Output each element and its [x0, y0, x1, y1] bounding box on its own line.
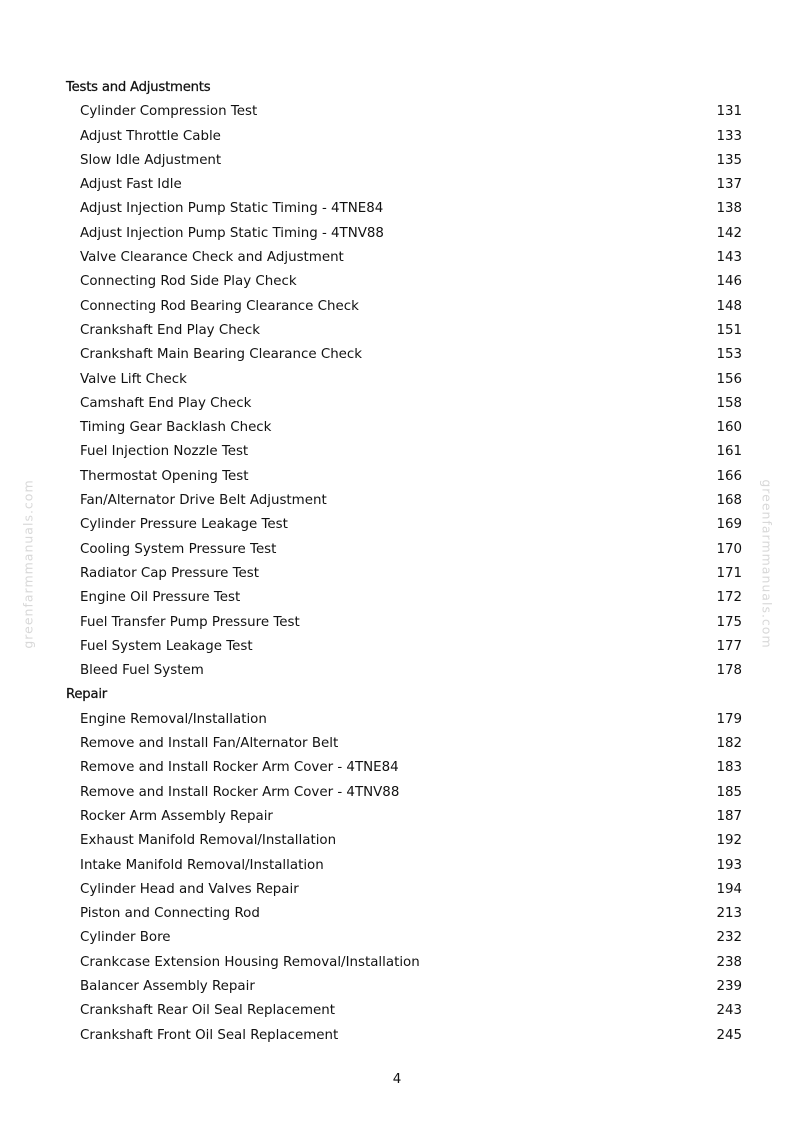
toc-entry-title: Cylinder Bore — [80, 930, 171, 946]
toc-entry-page-number: 161 — [716, 444, 742, 460]
toc-entry-title: Remove and Install Rocker Arm Cover - 4TNE84 — [80, 760, 399, 776]
toc-entry-page-number: 168 — [716, 493, 742, 509]
toc-entry-title: Connecting Rod Bearing Clearance Check — [80, 298, 359, 314]
toc-entry[interactable] — [0, 100, 794, 124]
toc-entry-page-number: 232 — [716, 930, 742, 946]
toc-entry-page-number: 193 — [716, 857, 742, 873]
toc-entry-title: Cooling System Pressure Test — [80, 541, 277, 557]
toc-entry-page-number: 182 — [716, 736, 742, 752]
toc-entry-title: Timing Gear Backlash Check — [80, 420, 272, 436]
toc-entry-title: Fuel Transfer Pump Pressure Test — [80, 614, 300, 630]
toc-entry-title: Valve Clearance Check and Adjustment — [80, 250, 344, 266]
toc-entry-page-number: 169 — [716, 517, 742, 533]
toc-entry-title: Remove and Install Fan/Alternator Belt — [80, 736, 339, 752]
toc-entry[interactable] — [0, 173, 794, 197]
toc-entry-title: Fuel Injection Nozzle Test — [80, 444, 249, 460]
toc-entry-page-number: 185 — [716, 784, 742, 800]
toc-entry[interactable] — [0, 392, 794, 416]
toc-entry-title: Adjust Throttle Cable — [80, 128, 221, 144]
toc-entry-title: Connecting Rod Side Play Check — [80, 274, 297, 290]
toc-entry-title: Intake Manifold Removal/Installation — [80, 857, 324, 873]
toc-entry-page-number: 166 — [716, 468, 742, 484]
toc-entry[interactable] — [0, 732, 794, 756]
section-heading: Tests and Adjustments — [66, 80, 211, 95]
toc-entry-title: Crankshaft End Play Check — [80, 322, 261, 338]
toc-entry[interactable] — [0, 149, 794, 173]
toc-entry-page-number: 239 — [716, 978, 742, 994]
toc-entry[interactable] — [0, 708, 794, 732]
toc-entry-title: Valve Lift Check — [80, 371, 187, 387]
toc-entry-title: Thermostat Opening Test — [80, 468, 249, 484]
toc-entry-page-number: 175 — [716, 614, 742, 630]
watermark-text: greenfarmmanuals.com — [759, 479, 775, 649]
toc-entry[interactable] — [0, 781, 794, 805]
toc-entry[interactable] — [0, 878, 794, 902]
toc-entry[interactable] — [0, 926, 794, 950]
toc-entry[interactable] — [0, 635, 794, 659]
toc-entry-page-number: 131 — [716, 104, 742, 120]
toc-entry-page-number: 142 — [716, 225, 742, 241]
toc-entry[interactable] — [0, 611, 794, 635]
toc-entry-page-number: 170 — [716, 541, 742, 557]
toc-entry-page-number: 135 — [716, 152, 742, 168]
toc-entry-page-number: 138 — [716, 201, 742, 217]
toc-entry[interactable] — [0, 829, 794, 853]
toc-entry[interactable] — [0, 854, 794, 878]
toc-entry[interactable] — [0, 951, 794, 975]
toc-entry[interactable] — [0, 465, 794, 489]
toc-entry-title: Crankcase Extension Housing Removal/Installation — [80, 954, 420, 970]
toc-entry-page-number: 143 — [716, 250, 742, 266]
toc-entry[interactable] — [0, 270, 794, 294]
toc-entry[interactable] — [0, 222, 794, 246]
toc-entry-title: Piston and Connecting Rod — [80, 906, 260, 922]
toc-entry-page-number: 177 — [716, 638, 742, 654]
toc-entry[interactable] — [0, 562, 794, 586]
toc-entry-title: Cylinder Pressure Leakage Test — [80, 517, 288, 533]
toc-entry[interactable] — [0, 586, 794, 610]
toc-entry-title: Balancer Assembly Repair — [80, 978, 255, 994]
toc-entry[interactable] — [0, 319, 794, 343]
watermark-text: greenfarmmanuals.com — [20, 479, 36, 649]
toc-entry-title: Radiator Cap Pressure Test — [80, 565, 259, 581]
toc-entry-title: Adjust Injection Pump Static Timing - 4TNE84 — [80, 201, 384, 217]
toc-entry-page-number: 137 — [716, 177, 742, 193]
toc-entry[interactable] — [0, 1024, 794, 1048]
toc-entry-page-number: 172 — [716, 590, 742, 606]
toc-entry-page-number: 153 — [716, 347, 742, 363]
toc-entry-title: Fuel System Leakage Test — [80, 638, 253, 654]
toc-entry-page-number: 158 — [716, 395, 742, 411]
toc-entry-title: Adjust Fast Idle — [80, 177, 182, 193]
toc-entry-page-number: 171 — [716, 565, 742, 581]
toc-entry-title: Engine Removal/Installation — [80, 711, 267, 727]
toc-entry-page-number: 183 — [716, 760, 742, 776]
toc-entry-page-number: 187 — [716, 808, 742, 824]
toc-entry-title: Cylinder Compression Test — [80, 104, 258, 120]
toc-entry-title: Camshaft End Play Check — [80, 395, 252, 411]
toc-entry-page-number: 133 — [716, 128, 742, 144]
toc-entry[interactable] — [0, 197, 794, 221]
toc-entry[interactable] — [0, 368, 794, 392]
toc-entry[interactable] — [0, 246, 794, 270]
toc-entry-title: Bleed Fuel System — [80, 663, 204, 679]
toc-entry[interactable] — [0, 343, 794, 367]
toc-entry-title: Crankshaft Main Bearing Clearance Check — [80, 347, 363, 363]
toc-entry-page-number: 148 — [716, 298, 742, 314]
toc-entry-title: Slow Idle Adjustment — [80, 152, 222, 168]
toc-entry-title: Exhaust Manifold Removal/Installation — [80, 833, 337, 849]
toc-entry[interactable] — [0, 659, 794, 683]
toc-entry-title: Adjust Injection Pump Static Timing - 4TNV88 — [80, 225, 384, 241]
toc-entry-page-number: 194 — [716, 881, 742, 897]
toc-entry-title: Remove and Install Rocker Arm Cover - 4TNV88 — [80, 784, 400, 800]
toc-entry-page-number: 179 — [716, 711, 742, 727]
toc-entry-page-number: 238 — [716, 954, 742, 970]
toc-entry[interactable] — [0, 902, 794, 926]
section-heading: Repair — [66, 687, 108, 703]
toc-entry[interactable] — [0, 756, 794, 780]
toc-entry[interactable] — [0, 295, 794, 319]
table-of-contents — [0, 76, 794, 1048]
toc-entry[interactable] — [0, 125, 794, 149]
toc-entry-page-number: 160 — [716, 420, 742, 436]
toc-entry[interactable] — [0, 416, 794, 440]
toc-entry-page-number: 151 — [716, 322, 742, 338]
toc-entry[interactable] — [0, 999, 794, 1023]
toc-entry[interactable] — [0, 805, 794, 829]
toc-entry-page-number: 192 — [716, 833, 742, 849]
page-number: 4 — [392, 1072, 402, 1087]
toc-entry-title: Crankshaft Rear Oil Seal Replacement — [80, 1003, 336, 1019]
toc-entry[interactable] — [0, 975, 794, 999]
toc-entry[interactable] — [0, 489, 794, 513]
toc-entry-title: Cylinder Head and Valves Repair — [80, 881, 299, 897]
toc-entry-page-number: 213 — [716, 906, 742, 922]
toc-entry-title: Crankshaft Front Oil Seal Replacement — [80, 1027, 339, 1043]
toc-entry-page-number: 156 — [716, 371, 742, 387]
toc-entry[interactable] — [0, 538, 794, 562]
toc-entry-title: Rocker Arm Assembly Repair — [80, 808, 273, 824]
toc-entry-title: Engine Oil Pressure Test — [80, 590, 241, 606]
toc-entry-page-number: 245 — [716, 1027, 742, 1043]
toc-entry[interactable] — [0, 440, 794, 464]
toc-entry-title: Fan/Alternator Drive Belt Adjustment — [80, 493, 327, 509]
toc-entry-page-number: 178 — [716, 663, 742, 679]
toc-entry[interactable] — [0, 513, 794, 537]
toc-entry-page-number: 146 — [716, 274, 742, 290]
toc-entry-page-number: 243 — [716, 1003, 742, 1019]
